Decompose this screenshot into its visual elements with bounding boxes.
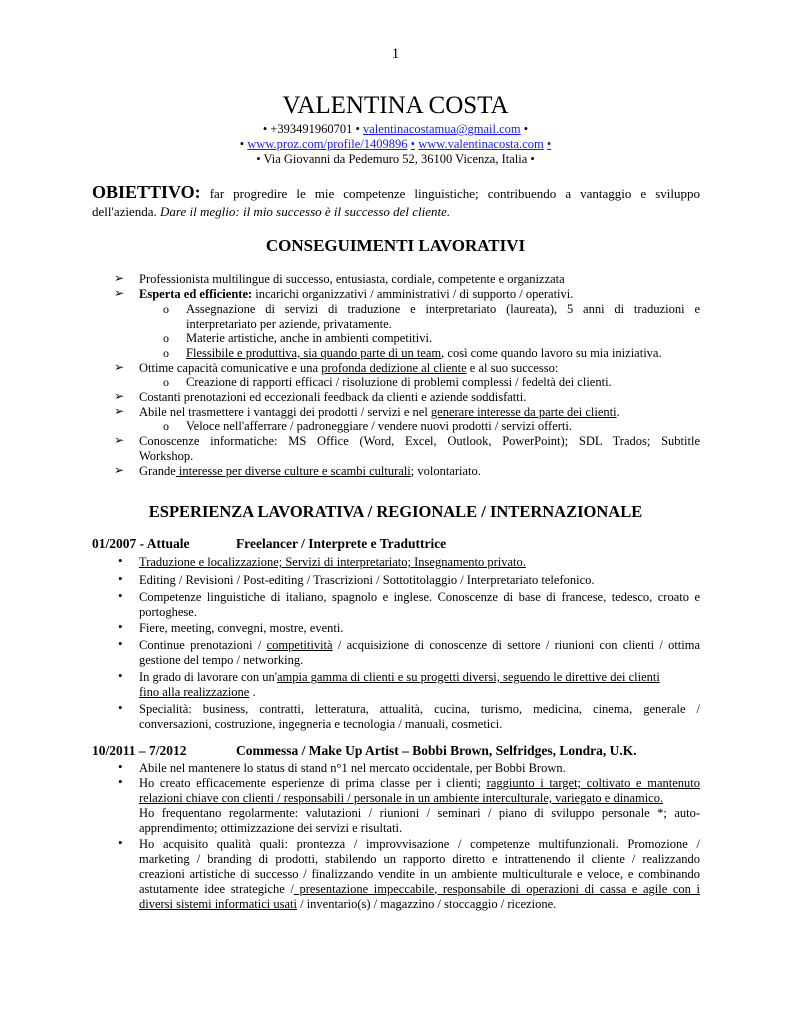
- text: e al suo successo:: [469, 361, 559, 375]
- text: Ho creato efficacemente esperienze di prima classe per i clienti;: [139, 776, 482, 790]
- circle-bullet-icon: o: [163, 346, 169, 360]
- text: ,: [434, 882, 438, 896]
- text: Grande: [139, 464, 176, 478]
- achievement-bold: Esperta ed efficiente:: [139, 287, 253, 301]
- job-role: Commessa / Make Up Artist – Bobbi Brown, Selfridges, Londra, U.K.: [236, 743, 637, 758]
- objective: [92, 183, 700, 221]
- text: / inventario(s) / magazzino / stoccaggio / ricezione.: [300, 897, 557, 911]
- underlined-text: presentazione impeccabile: [293, 882, 435, 896]
- sub-item: Creazione di rapporti efficaci / risoluzione di problemi complessi / fedeltà dei clienti.: [186, 375, 612, 389]
- achievement-item: [139, 464, 481, 479]
- dot-bullet-icon: •: [118, 553, 123, 568]
- job-date: 01/2007 - Attuale: [92, 536, 190, 551]
- job-bullet: Fiere, meeting, convegni, mostre, eventi.: [139, 621, 344, 635]
- arrow-bullet-icon: ➢: [114, 360, 125, 374]
- text: Ottime capacità comunicative e una: [139, 361, 319, 375]
- text: ; volontariato.: [410, 464, 481, 478]
- achievement-item: [139, 287, 573, 302]
- underlined-text: generare interesse da parte dei clienti: [430, 405, 617, 419]
- contact-line-1: [0, 122, 791, 137]
- text: , così come quando lavoro su mia iniziativa.: [441, 346, 662, 360]
- job-bullet: Traduzione e localizzazione; Servizi di interpretariato; Insegnamento privato.: [139, 555, 526, 569]
- arrow-bullet-icon: ➢: [114, 286, 125, 300]
- job-bullet-cont: conversazioni, costruzione, ingegneria e tecnologia / manuali, cosmetici.: [139, 717, 503, 731]
- job-bullet: Competenze linguistiche di italiano, spagnolo e inglese. Conoscenze di base di francese, tedesco, croato e: [139, 590, 700, 604]
- sub-item: Veloce nell'afferrare / padroneggiare / vendere nuovi prodotti / servizi offerti.: [186, 419, 573, 433]
- job-bullet: Editing / Revisioni / Post-editing / Trascrizioni / Sottotitolaggio / Interpretariato telefonico.: [139, 573, 595, 587]
- job-bullet-cont: portoghese.: [139, 605, 197, 619]
- objective-motto: Dare il meglio: il mio successo è il successo del cliente.: [160, 204, 451, 219]
- objective-text: far progredire le mie competenze linguistiche; contribuendo a vantaggio e sviluppo dell'azienda.: [92, 186, 701, 219]
- underlined-text: fino alla realizzazione: [139, 685, 250, 699]
- underlined-text: Flessibile e produttiva, sia quando parte di un team: [186, 346, 442, 360]
- arrow-bullet-icon: ➢: [114, 463, 125, 477]
- underlined-text: profonda dedizione al cliente: [321, 361, 467, 375]
- achievement-item: Costanti prenotazioni ed eccezionali feedback da clienti e aziende soddisfatti.: [139, 390, 527, 404]
- proz-link[interactable]: www.proz.com/profile/1409896: [247, 137, 408, 151]
- job-bullet-cont: relazioni chiave con clienti / responsabili / personale in un ambiente interculturale, variegato e dinamico.: [139, 791, 664, 805]
- dot-bullet-icon: •: [118, 636, 123, 651]
- job-date: 10/2011 – 7/2012: [92, 743, 187, 758]
- sub-item: [186, 346, 662, 361]
- job-bullet: [139, 776, 700, 791]
- job-bullet: Abile nel mantenere lo status di stand n°1 nel mercato occidentale, per Bobbi Brown.: [139, 761, 566, 775]
- underlined-text: raggiunto i target; coltivato e mantenuto: [486, 776, 700, 790]
- underlined-text: responsabile di operazioni di cassa e agile con i: [437, 882, 700, 896]
- job-bullet-cont: apprendimento; ottimizzazione dei servizi e risultati.: [139, 821, 403, 835]
- circle-bullet-icon: o: [163, 331, 169, 345]
- achievement-item: Conoscenze informatiche: MS Office (Word, Excel, Outlook, PowerPoint); SDL Trados; Subtitle: [139, 434, 700, 448]
- text: .: [616, 405, 620, 419]
- achievements-heading: CONSEGUIMENTI LAVORATIVI: [265, 236, 526, 255]
- text: In grado di lavorare con un': [139, 670, 277, 684]
- achievement-item-cont: Workshop.: [139, 449, 194, 463]
- dot-bullet-icon: •: [118, 588, 123, 603]
- experience-heading: ESPERIENZA LAVORATIVA / REGIONALE / INTERNAZIONALE: [148, 502, 643, 521]
- dot-bullet-icon: •: [118, 700, 123, 715]
- arrow-bullet-icon: ➢: [114, 271, 125, 285]
- dot-bullet-icon: •: [118, 571, 123, 586]
- achievement-item: [139, 405, 620, 420]
- sub-item: Assegnazione di servizi di traduzione e interpretariato (laureata), 5 anni di traduzioni e: [186, 302, 700, 316]
- page-number: 1: [391, 46, 400, 62]
- dot-bullet-icon: •: [118, 774, 123, 789]
- objective-label: OBIETTIVO:: [92, 182, 201, 202]
- job-bullet-cont: [139, 685, 256, 700]
- bullet: •: [239, 137, 245, 151]
- dot-bullet-icon: •: [118, 668, 123, 683]
- text: astutamente idee strategiche /: [139, 882, 294, 896]
- underlined-text: ampia gamma di clienti e su progetti diversi, seguendo le direttive dei clienti: [276, 670, 660, 684]
- arrow-bullet-icon: ➢: [114, 389, 125, 403]
- bullet-link[interactable]: •: [410, 137, 416, 151]
- achievement-item: [139, 361, 558, 376]
- job-bullet-cont: Ho frequentano regolarmente: valutazioni / riunioni / seminari / piano di sviluppo personale *; auto-: [139, 806, 700, 820]
- job-bullet-cont: [139, 882, 700, 897]
- achievement-item: Professionista multilingue di successo, entusiasta, cordiale, competente e organizzata: [139, 272, 565, 286]
- job-bullet: Specialità: business, contratti, letteratura, attualità, cucina, turismo, medicina, cinema, generale /: [139, 702, 700, 716]
- contact-line-2: [0, 137, 791, 152]
- website-link[interactable]: www.valentinacosta.com: [418, 137, 544, 151]
- job-bullet-cont: marketing / branding di prodotti, stabilendo un rapporto diretto e intrattenendo il cliente / realizzando: [139, 852, 700, 866]
- job-bullet: [139, 638, 700, 653]
- job-bullet-cont: [139, 897, 556, 912]
- job-bullet-cont: creazioni artistiche di successo / finalizzando vendite in un ambiente multiculturale e veloce, e combinando: [139, 867, 700, 881]
- text: / acquisizione di conoscenze di settore / riunioni con clienti / ottima: [337, 638, 701, 652]
- sub-item: Materie artistiche, anche in ambienti competitivi.: [186, 331, 433, 345]
- job-role: Freelancer / Interprete e Traduttrice: [236, 536, 447, 551]
- dot-bullet-icon: •: [118, 759, 123, 774]
- text: Abile nel trasmettere i vantaggi dei prodotti / servizi e nel: [139, 405, 428, 419]
- underlined-text: diversi sistemi informatici usati: [139, 897, 297, 911]
- address: • Via Giovanni da Pedemuro 52, 36100 Vicenza, Italia •: [256, 152, 535, 166]
- arrow-bullet-icon: ➢: [114, 433, 125, 447]
- underlined-text: interesse per diverse culture e scambi culturali: [175, 464, 411, 478]
- bullet: •: [523, 122, 529, 136]
- text: Continue prenotazioni /: [139, 638, 262, 652]
- text: .: [249, 685, 256, 699]
- bullet-link[interactable]: •: [546, 137, 552, 151]
- job-bullet: Ho acquisito qualità quali: prontezza / improvvisazione / competenze multifunzionali. Promozione /: [139, 837, 700, 851]
- job-bullet: [139, 670, 660, 685]
- email-link[interactable]: valentinacostamua@gmail.com: [363, 122, 521, 136]
- underlined-text: competitività: [266, 638, 333, 652]
- circle-bullet-icon: o: [163, 375, 169, 389]
- circle-bullet-icon: o: [163, 302, 169, 316]
- achievement-text: incarichi organizzativi / amministrativi / di supporto / operativi.: [255, 287, 574, 301]
- phone: • +393491960701 •: [262, 122, 360, 136]
- circle-bullet-icon: o: [163, 419, 169, 433]
- job-bullet-cont: gestione del tempo / networking.: [139, 653, 304, 667]
- sub-item-cont: interpretariato per aziende, privatamente.: [186, 317, 392, 331]
- dot-bullet-icon: •: [118, 835, 123, 850]
- arrow-bullet-icon: ➢: [114, 404, 125, 418]
- candidate-name: VALENTINA COSTA: [282, 92, 509, 119]
- dot-bullet-icon: •: [118, 619, 123, 634]
